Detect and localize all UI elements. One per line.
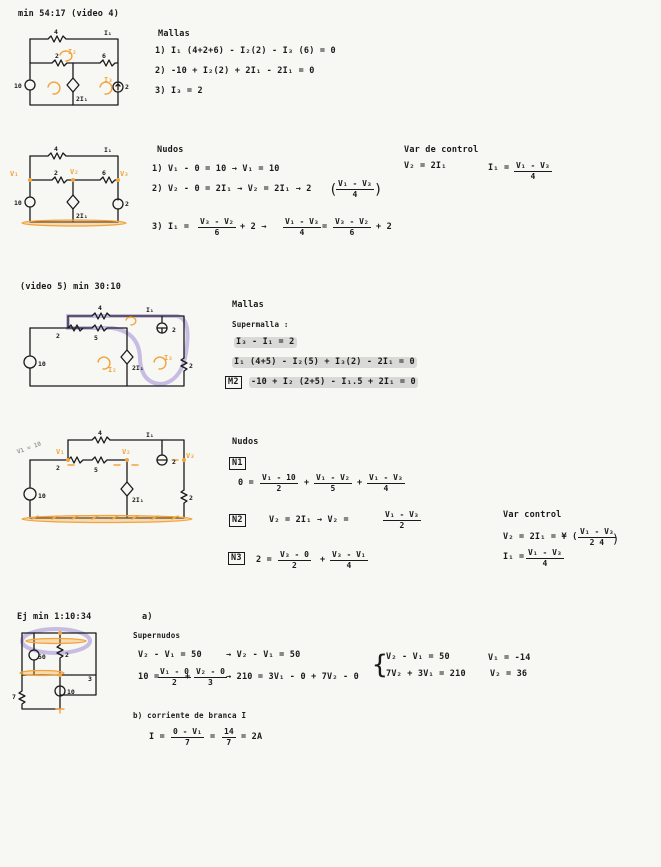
c2-v1: V₁: [10, 170, 19, 178]
var-control-2-eq1: V₂ = 2I₁ = ¥ (: [503, 532, 578, 542]
system-eq-2: 7V₂ + 3V₁ = 210: [386, 669, 466, 679]
n2-tag: N2: [229, 514, 246, 527]
c3-i1: I₁: [146, 306, 154, 314]
var-control-1-eq2: I₁ =: [488, 163, 510, 173]
c4-i1: I₁: [146, 431, 154, 439]
c5-src10: 10: [67, 688, 75, 696]
node-eq-3-plus: + 2 →: [240, 222, 267, 232]
c3-r2: 2: [56, 332, 60, 340]
supermalla-eq-1: I₃ - I₁ = 2: [236, 337, 295, 347]
n1-tag: N1: [229, 457, 246, 470]
node-eq-1: 1) V₁ - 0 = 10 → V₁ = 10: [152, 164, 280, 174]
sn-eq-2b: → 210 = 3V₁ - 0 + 7V₂ - 0: [226, 672, 359, 682]
c3-src10: 10: [38, 360, 46, 368]
c1-src10: 10: [14, 82, 22, 90]
var-control-2-paren: ): [612, 532, 620, 546]
supermalla-label: Supermalla :: [232, 320, 289, 329]
c4-src10: 10: [38, 492, 46, 500]
n1-frac2: $\frac{\text{V₁ - V₂}}{5}$: [316, 473, 350, 493]
section3-header: Ej min 1:10:34: [17, 612, 92, 622]
c1-i2-label: I₂: [68, 48, 77, 56]
current-eq-lhs: I =: [149, 732, 165, 742]
c5-src7: 7: [12, 693, 16, 701]
node-eq-2-text: 2) V₂ - 0 = 2I₁ → V₂ = 2I₁ → 2: [152, 184, 312, 194]
circuit-diagram-2: [8, 142, 143, 234]
section1-header: min 54:17 (video 4): [18, 9, 120, 19]
c3-i2: I₂: [108, 366, 117, 374]
current-result: = 2A: [241, 732, 263, 742]
node-eq-3-frac1: $\frac{\text{V₃ - V₂}}{6}$: [200, 217, 234, 237]
m2-tag: M2: [225, 376, 242, 389]
c2-i1: I₁: [104, 146, 112, 154]
circuit-diagram-5: [12, 625, 107, 713]
c2-src2: 2: [125, 200, 129, 208]
n3-frac1: $\frac{\text{V₃ - 0}}{2}$: [280, 550, 309, 570]
mesh-eq-1: 1) I₁ (4+2+6) - I₂(2) - I₃ (6) = 0: [155, 46, 336, 56]
n3-frac2: $\frac{\text{V₃ - V₁}}{4}$: [332, 550, 366, 570]
current-eq: =: [210, 732, 216, 742]
c4-r5: 5: [94, 466, 98, 474]
c1-r6: 6: [102, 52, 106, 60]
var-control-2-frac1: $\frac{\text{V₁ - V₃}}{2 4}$: [580, 527, 614, 547]
c2-r4: 4: [54, 145, 58, 153]
var-control-1-frac: $\frac{\text{V₁ - V₃}}{4}$: [516, 161, 550, 181]
c4-r2: 2: [56, 464, 60, 472]
c2-r2: 2: [54, 169, 58, 177]
nudos-title-1: Nudos: [157, 145, 184, 155]
node-eq-3-tail: + 2: [376, 222, 392, 232]
paren-open: (: [329, 182, 338, 198]
c2-src10: 10: [14, 199, 22, 207]
c5-r2: 2: [65, 651, 69, 659]
result-v1: V₁ = -14: [488, 653, 531, 663]
section2-header: (video 5) min 30:10: [20, 282, 122, 292]
c4-dep: 2I₁: [132, 496, 144, 504]
mallas-title-2: Mallas: [232, 300, 264, 310]
circuit-diagram-3: [12, 300, 197, 395]
n1-frac3: $\frac{\text{V₁ - V₃}}{4}$: [369, 473, 403, 493]
n1-frac1: $\frac{\text{V₁ - 10}}{2}$: [262, 473, 296, 493]
n1-plus1: +: [304, 478, 310, 488]
c3-r4: 4: [98, 304, 102, 312]
node-eq-3-frac2: $\frac{\text{V₁ - V₃}}{4}$: [285, 217, 319, 237]
n1-plus2: +: [357, 478, 363, 488]
c3-r5: 5: [94, 334, 98, 342]
c4-v3: V₃: [186, 452, 195, 460]
c2-r6: 6: [102, 169, 106, 177]
supernudos-label: Supernudos: [133, 631, 181, 640]
var-control-1-eq1: V₂ = 2I₁: [404, 161, 447, 171]
c4-src2: 2: [172, 458, 176, 466]
n3-plus: +: [320, 555, 326, 565]
c5-r3: 3: [88, 675, 92, 683]
c1-r4: 4: [54, 28, 58, 36]
c1-src2: 2: [125, 83, 129, 91]
node-eq-3-frac3: $\frac{\text{V₃ - V₂}}{6}$: [335, 217, 369, 237]
system-brace: {: [372, 650, 388, 680]
n2-eq: V₂ = 2I₁ → V₂ =: [269, 515, 349, 525]
current-frac1: $\frac{\text{0 - V₁}}{7}$: [173, 727, 202, 747]
var-control-2-eq2: I₁ =: [503, 552, 525, 562]
mesh-eq-3: 3) I₃ = 2: [155, 86, 203, 96]
var-control-2-frac2: $\frac{\text{V₁ - V₃}}{4}$: [528, 548, 562, 568]
c3-src2: 2: [172, 326, 176, 334]
c1-dep-label: 2I₁: [76, 95, 88, 103]
sn-eq-2-frac2: $\frac{\text{V₂ - 0}}{3}$: [196, 667, 225, 687]
c4-r4: 4: [98, 429, 102, 437]
circuit-diagram-4: [12, 429, 202, 527]
paren-close: ): [374, 182, 383, 198]
sn-eq-1b: → V₂ - V₁ = 50: [226, 650, 301, 660]
c4-v1-note: V1 = 10: [16, 440, 43, 456]
c3-dep: 2I₁: [132, 364, 144, 372]
c1-i1: I₁: [104, 29, 112, 37]
sn-eq-1: V₂ - V₁ = 50: [138, 650, 202, 660]
c2-v3: V₃: [120, 170, 129, 178]
sn-eq-2-plus: +: [185, 672, 191, 682]
node-eq-3-eq: =: [322, 222, 328, 232]
c1-i3-label: I₃: [104, 76, 113, 84]
node-eq-3-text: 3) I₁ =: [152, 222, 190, 232]
nudos-title-2: Nudos: [232, 437, 259, 447]
c4-r2b: 2: [189, 494, 193, 502]
sn-eq-2-lhs: 10 =: [138, 672, 160, 682]
var-control-title-1: Var de control: [404, 145, 479, 155]
mesh-m2-eq: -10 + I₂ (2+5) - I₁.5 + 2I₁ = 0: [251, 377, 416, 387]
c3-r2b: 2: [189, 362, 193, 370]
mallas-title-1: Mallas: [158, 29, 190, 39]
system-eq-1: V₂ - V₁ = 50: [386, 652, 450, 662]
var-control-title-2: Var control: [503, 510, 562, 520]
c1-r2: 2: [55, 52, 59, 60]
mesh-eq-2: 2) -10 + I₂(2) + 2I₁ - 2I₁ = 0: [155, 66, 315, 76]
supermalla-eq-2: I₁ (4+5) - I₂(5) + I₃(2) - 2I₁ = 0: [234, 357, 415, 367]
sn-eq-2-frac1: $\frac{\text{V₁ - 0}}{2}$: [160, 667, 189, 687]
c3-i3: I₃: [164, 354, 173, 362]
n1-eq-lhs: 0 =: [238, 478, 254, 488]
current-frac2: $\frac{14}{7}$: [224, 727, 234, 747]
part-b-label: b) corriente de branca I: [133, 711, 247, 720]
n3-eq-lhs: 2 =: [256, 555, 272, 565]
n2-frac: $\frac{\text{V₁ - V₃}}{2}$: [385, 510, 419, 530]
part-a-label: a): [142, 612, 153, 622]
circuit-diagram-1: [10, 25, 140, 115]
c2-v2: V₂: [70, 168, 79, 176]
c4-v1: V₁: [56, 448, 65, 456]
c5-r50: 50: [38, 653, 46, 661]
n3-tag: N3: [228, 552, 245, 565]
c4-v2: V₂: [122, 448, 131, 456]
result-v2: V₂ = 36: [490, 669, 528, 679]
node-eq-2-fraction: $\frac{\text{V₁ - V₃}}{4}$: [338, 179, 372, 199]
c2-dep: 2I₁: [76, 212, 88, 220]
